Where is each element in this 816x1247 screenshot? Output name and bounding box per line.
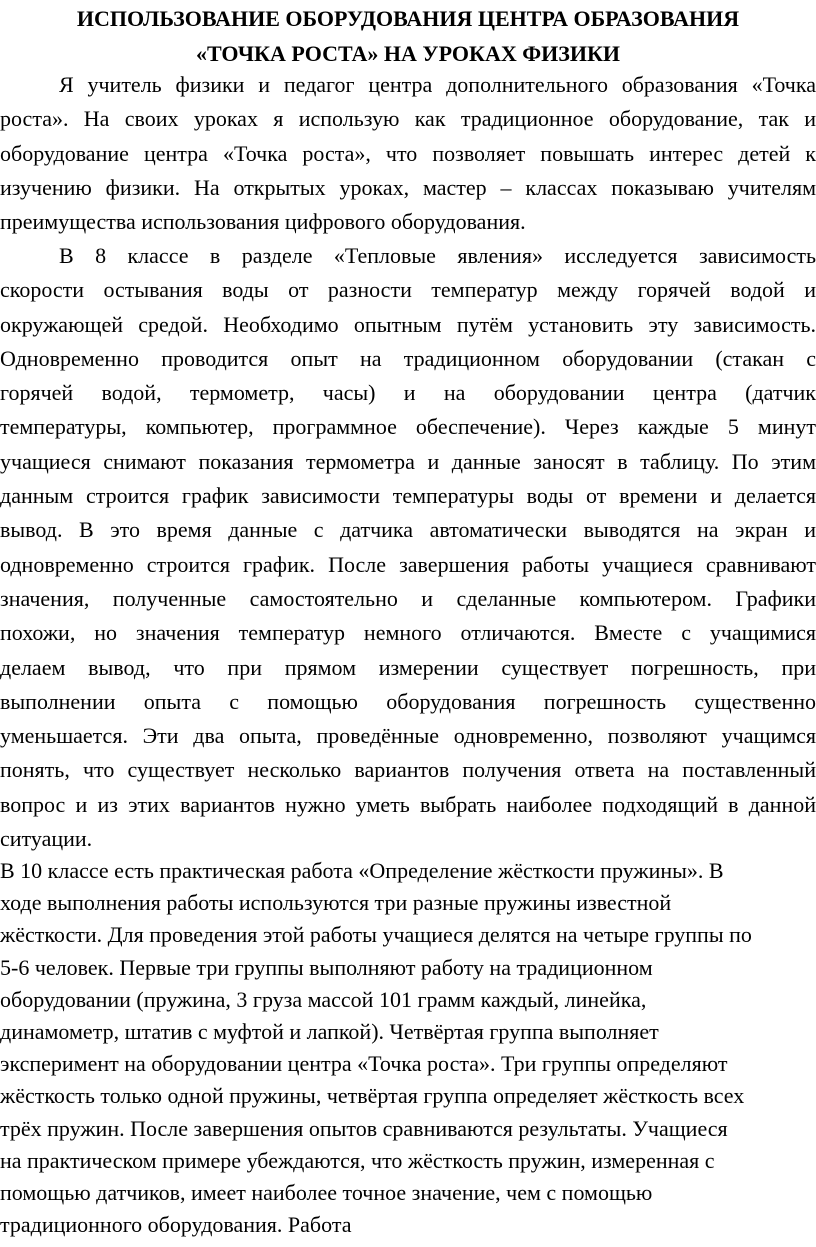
paragraph-line: Одновременно проводится опыт на традиционном оборудовании (стакан с xyxy=(0,345,816,371)
paragraph-line: 5-6 человек. Первые три группы выполняют работу на традиционном xyxy=(0,954,653,980)
paragraph-line: Я учитель физики и педагог центра дополнительного образования «Точка xyxy=(59,72,816,97)
paragraph-line: делаем вывод, что при прямом измерении существует погрешность, при xyxy=(0,654,816,680)
paragraph-line: похожи, но значения температур немного отличаются. Вместе с учащимися xyxy=(0,620,816,646)
paragraph-line: роста». На своих уроках я использую как традиционное оборудование, так и xyxy=(0,106,816,132)
paragraph-line: температуры, компьютер, программное обеспечение). Через каждые 5 минут xyxy=(0,414,816,440)
paragraph-line: преимущества использования цифрового оборудования. xyxy=(0,209,526,235)
paragraph-line: значения, полученные самостоятельно и сделанные компьютером. Графики xyxy=(0,585,816,611)
paragraph-line: В 8 классе в разделе «Тепловые явления» исследуется зависимость xyxy=(59,243,816,268)
paragraph-line: одновременно строится график. После завершения работы учащиеся сравнивают xyxy=(0,551,816,577)
paragraph-line: эксперимент на оборудовании центра «Точка роста». Три группы определяют xyxy=(0,1051,728,1077)
paragraph-2 xyxy=(0,239,816,856)
paragraph-line: учащиеся снимают показания термометра и данные заносят в таблицу. По этим xyxy=(0,448,816,474)
paragraph-line: жёсткости. Для проведения этой работы учащиеся делятся на четыре группы по xyxy=(0,922,752,948)
paragraph-line: окружающей средой. Необходимо опытным путём установить эту зависимость. xyxy=(0,311,816,337)
paragraph-line: ситуации. xyxy=(0,826,93,852)
title-line-2: «ТОЧКА РОСТА» НА УРОКАХ ФИЗИКИ xyxy=(195,41,621,66)
paragraph-line: жёсткость только одной пружины, четвёртая группа определяет жёсткость всех xyxy=(0,1083,745,1109)
paragraph-line: ходе выполнения работы используются три разные пружины известной xyxy=(0,890,672,916)
paragraph-line: оборудовании (пружина, 3 груза массой 101 грамм каждый, линейка, xyxy=(0,986,647,1012)
paragraph-3 xyxy=(0,855,816,1241)
paragraph-line: горячей водой, термометр, часы) и на оборудовании центра (датчик xyxy=(0,380,816,406)
paragraph-line: на практическом примере убеждаются, что жёсткость пружин, измеренная с xyxy=(0,1147,715,1173)
paragraph-line: вопрос и из этих вариантов нужно уметь выбрать наиболее подходящий в данной xyxy=(0,791,816,817)
paragraph-line: трёх пружин. После завершения опытов сравниваются результаты. Учащиеся xyxy=(0,1115,728,1141)
paragraph-line: динамометр, штатив с муфтой и лапкой). Четвёртая группа выполняет xyxy=(0,1018,659,1044)
paragraph-line: традиционного оборудования. Работа xyxy=(0,1212,352,1238)
paragraph-line: В 10 классе есть практическая работа «Определение жёсткости пружины». В xyxy=(0,858,724,883)
document-title xyxy=(0,0,816,71)
paragraph-line: уменьшается. Эти два опыта, проведённые одновременно, позволяют учащимся xyxy=(0,723,816,749)
paragraph-1 xyxy=(0,68,816,239)
paragraph-line: выполнении опыта с помощью оборудования погрешность существенно xyxy=(0,688,816,714)
paragraph-line: вывод. В это время данные с датчика автоматически выводятся на экран и xyxy=(0,517,816,543)
paragraph-line: оборудование центра «Точка роста», что позволяет повышать интерес детей к xyxy=(0,140,816,166)
paragraph-line: помощью датчиков, имеет наиболее точное значение, чем с помощью xyxy=(0,1179,653,1205)
paragraph-line: скорости остывания воды от разности температур между горячей водой и xyxy=(0,277,816,303)
paragraph-line: данным строится график зависимости температуры воды от времени и делается xyxy=(0,483,816,509)
paragraph-line: изучению физики. На открытых уроках, мастер – классах показываю учителям xyxy=(0,174,816,200)
title-line-1: ИСПОЛЬЗОВАНИЕ ОБОРУДОВАНИЯ ЦЕНТРА ОБРАЗОВАНИЯ xyxy=(76,6,740,31)
paragraph-line: понять, что существует несколько вариантов получения ответа на поставленный xyxy=(0,757,816,783)
